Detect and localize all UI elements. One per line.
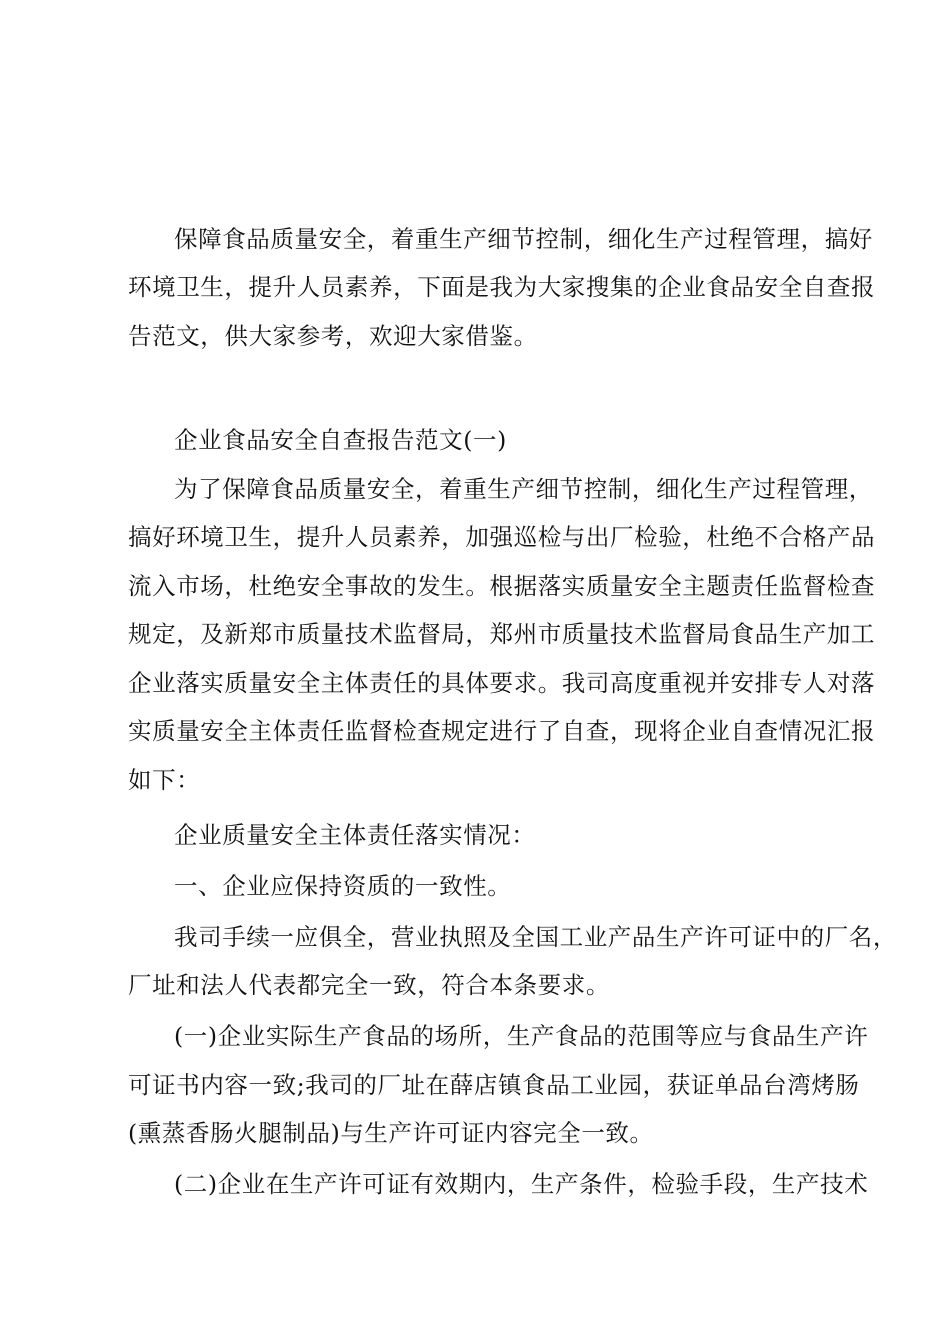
para1-line-6: 实质量安全主体责任监督检查规定进行了自查，现将企业自查情况汇报 <box>128 717 876 745</box>
para1-line-2: 搞好环境卫生，提升人员素养，加强巡检与出厂检验，杜绝不合格产品 <box>128 523 876 551</box>
para1-line-4: 规定，及新郑市质量技术监督局，郑州市质量技术监督局食品生产加工 <box>128 620 876 648</box>
sub1-line-3: (熏蒸香肠火腿制品)与生产许可证内容完全一致。 <box>128 1119 654 1147</box>
intro-line-1: 保障食品质量安全，着重生产细节控制，细化生产过程管理，搞好 <box>174 225 873 253</box>
intro-line-3: 告范文，供大家参考，欢迎大家借鉴。 <box>128 322 538 350</box>
sub2-line-1: (二)企业在生产许可证有效期内，生产条件，检验手段，生产技术 <box>174 1170 869 1198</box>
para2-line-2: 厂址和法人代表都完全一致，符合本条要求。 <box>128 971 610 999</box>
para1-line-3: 流入市场，杜绝安全事故的发生。根据落实质量安全主题责任监督检查 <box>128 572 876 600</box>
para1-line-5: 企业落实质量安全主体责任的具体要求。我司高度重视并安排专人对落 <box>128 669 876 697</box>
subheading: 企业质量安全主体责任落实情况： <box>174 821 536 849</box>
sub1-line-2: 可证书内容一致;我司的厂址在薛店镇食品工业园，获证单品台湾烤肠 <box>128 1071 860 1099</box>
para2-line-1: 我司手续一应俱全，营业执照及全国工业产品生产许可证中的厂名， <box>174 923 897 951</box>
sub1-line-1: (一)企业实际生产食品的场所，生产食品的范围等应与食品生产许 <box>174 1022 869 1050</box>
para1-line-1: 为了保障食品质量安全，着重生产细节控制，细化生产过程管理， <box>174 475 873 503</box>
intro-line-2: 环境卫生，提升人员素养，下面是我为大家搜集的企业食品安全自查报 <box>128 273 876 301</box>
para1-line-7: 如下： <box>128 766 201 794</box>
section-title: 企业食品安全自查报告范文(一) <box>174 426 507 454</box>
point-1: 一、企业应保持资质的一致性。 <box>174 872 512 900</box>
